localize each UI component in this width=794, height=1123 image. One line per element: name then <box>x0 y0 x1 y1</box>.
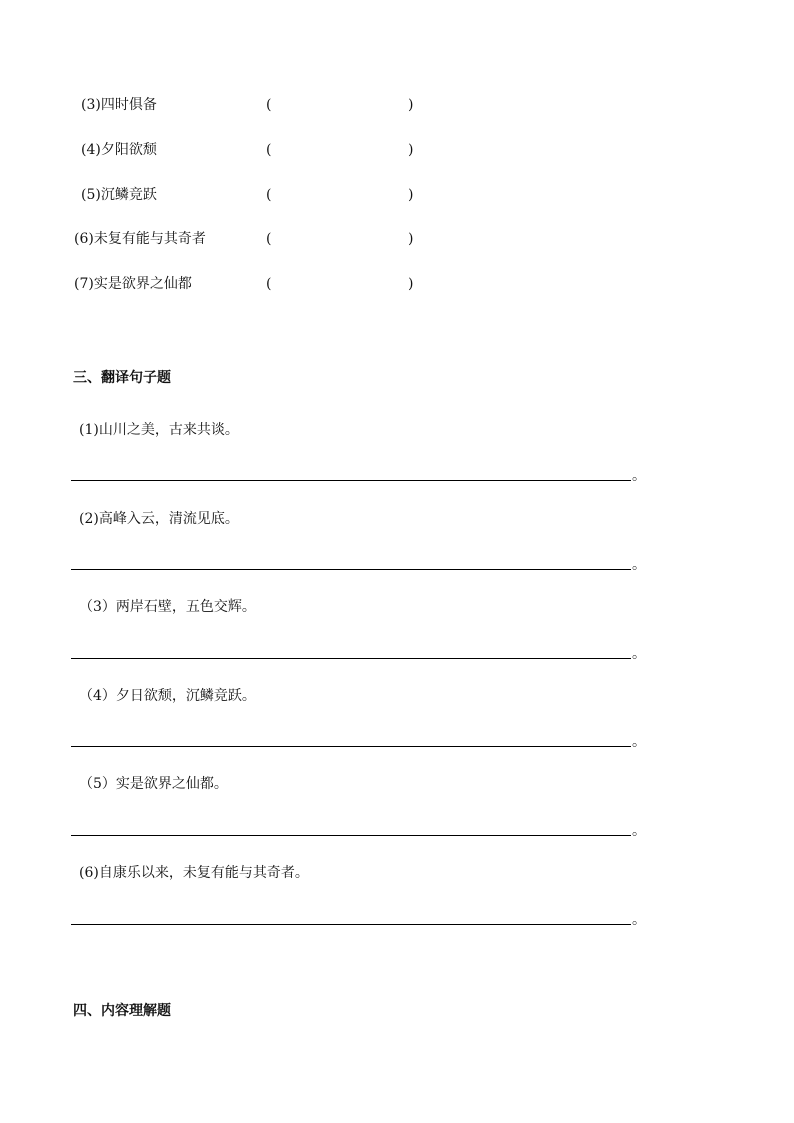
answer-close-paren: ) <box>408 97 414 113</box>
answer-end-period: 。 <box>632 557 646 573</box>
section-heading-translation: 三、翻译句子题 <box>73 370 171 386</box>
vocab-item-3: (3)四时俱备 <box>81 97 157 113</box>
answer-line-6[interactable] <box>71 924 631 925</box>
translation-prompt-1: (1)山川之美，古来共谈。 <box>79 422 239 438</box>
answer-open-paren[interactable]: ( <box>266 97 272 113</box>
vocab-item-7: (7)实是欲界之仙都 <box>74 276 192 292</box>
answer-close-paren: ) <box>408 187 414 203</box>
translation-prompt-6: (6)自康乐以来，未复有能与其奇者。 <box>79 865 309 881</box>
answer-end-period: 。 <box>632 912 646 928</box>
translation-prompt-5: （5）实是欲界之仙都。 <box>79 776 228 792</box>
answer-open-paren[interactable]: ( <box>266 187 272 203</box>
vocab-item-5: (5)沉鳞竞跃 <box>81 187 157 203</box>
translation-prompt-4: （4）夕日欲颓，沉鳞竞跃。 <box>79 688 256 704</box>
answer-open-paren[interactable]: ( <box>266 142 272 158</box>
vocab-item-6: (6)未复有能与其奇者 <box>74 231 206 247</box>
answer-open-paren[interactable]: ( <box>266 231 272 247</box>
answer-line-5[interactable] <box>71 835 631 836</box>
answer-line-1[interactable] <box>71 480 631 481</box>
translation-prompt-2: (2)高峰入云，清流见底。 <box>79 511 239 527</box>
section-heading-comprehension: 四、内容理解题 <box>73 1003 171 1019</box>
answer-line-4[interactable] <box>71 746 631 747</box>
answer-close-paren: ) <box>408 142 414 158</box>
vocab-item-4: (4)夕阳欲颓 <box>81 142 157 158</box>
answer-line-3[interactable] <box>71 658 631 659</box>
answer-end-period: 。 <box>632 734 646 750</box>
answer-end-period: 。 <box>632 646 646 662</box>
answer-close-paren: ) <box>408 276 414 292</box>
answer-open-paren[interactable]: ( <box>266 276 272 292</box>
answer-end-period: 。 <box>632 468 646 484</box>
answer-line-2[interactable] <box>71 569 631 570</box>
answer-end-period: 。 <box>632 823 646 839</box>
translation-prompt-3: （3）两岸石壁，五色交辉。 <box>79 599 256 615</box>
answer-close-paren: ) <box>408 231 414 247</box>
